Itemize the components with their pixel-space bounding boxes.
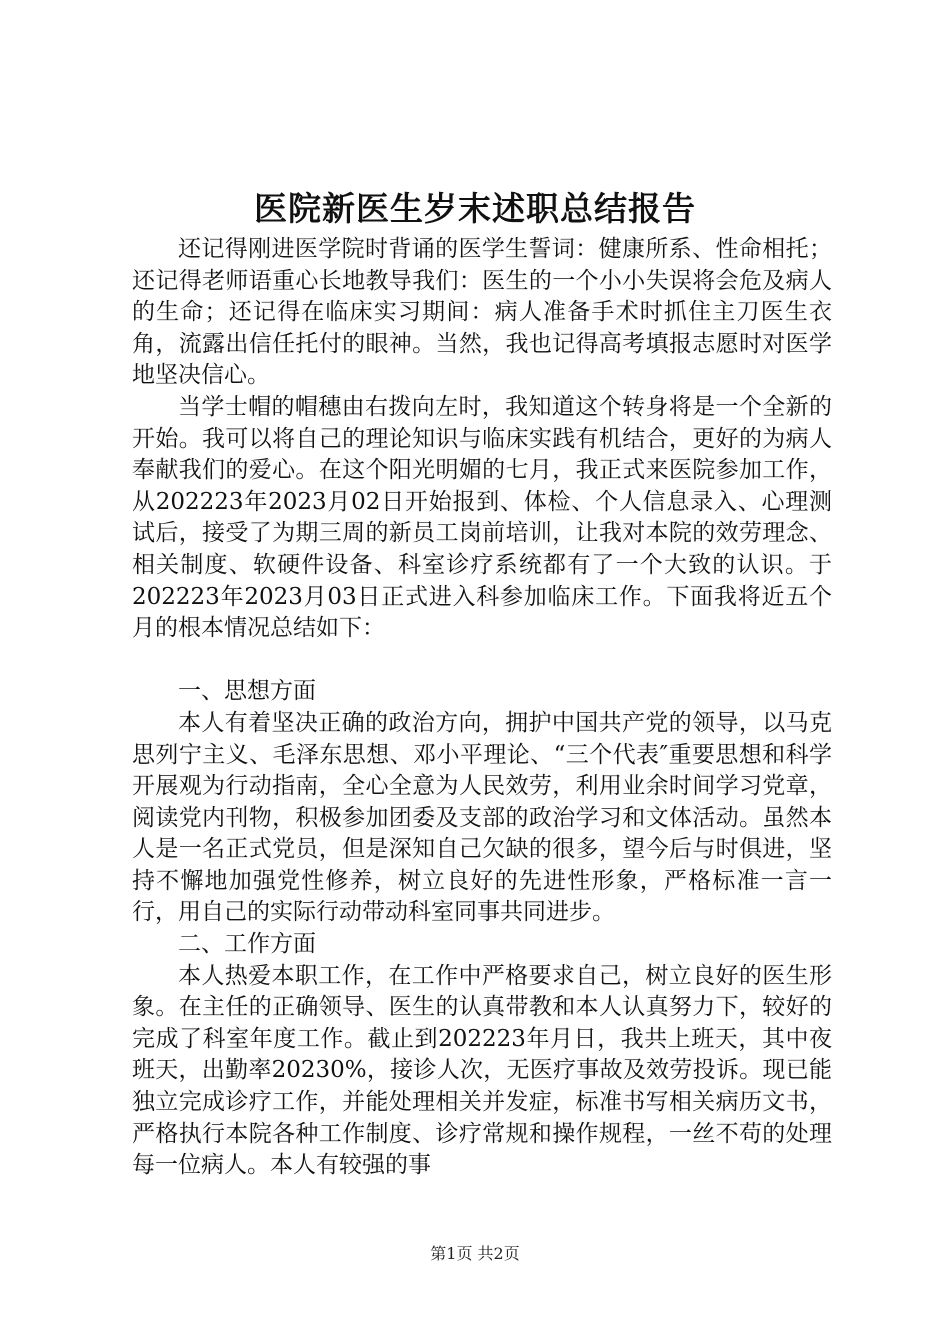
page-number-footer: 第1页 共2页 <box>430 1244 520 1263</box>
section-text-thought: 本人有着坚决正确的政治方向，拥护中国共产党的领导，以马克思列宁主义、毛泽东思想、邓小平理论、“三个代表″重要思想和科学开展观为行动指南，全心全意为人民效劳，利用业余时间学习党章，阅读党内刊物，积极参加团委及支部的政治学习和文体活动。虽然本人是一名正式党员，但是深知自己欠缺的很多，望今后与时俱进，坚持不懈地加强党性修养，树立良好的先进性形象，严格标准一言一行，用自己的实际行动带动科室同事共同进步。 <box>132 709 832 926</box>
section-heading-work: 二、工作方面 <box>178 931 316 958</box>
paragraph-gap <box>132 645 832 677</box>
paragraph-start: 当学士帽的帽穗由右拨向左时，我知道这个转身将是一个全新的开始。我可以将自己的理论知识与临床实践有机结合，更好的为病人奉献我们的爱心。在这个阳光明媚的七月，我正式来医院参加工作，从202223年2023月02日开始报到、体检、个人信息录入、心理测试后，接受了为期三周的新员工岗前培训，让我对本院的效劳理念、相关制度、软硬件设备、科室诊疗系统都有了一个大致的认识。于202223年2023月03日正式进入科参加临床工作。下面我将近五个月的根本情况总结如下： <box>132 393 832 642</box>
section-text-work: 本人热爱本职工作，在工作中严格要求自己，树立良好的医生形象。在主任的正确领导、医生的认真带教和本人认真努力下，较好的完成了科室年度工作。截止到202223年月日，我共上班天，其中夜班天，出勤率20230%，接诊人次，无医疗事故及效劳投诉。现已能独立完成诊疗工作，并能处理相关并发症，标准书写相关病历文书，严格执行本院各种工作制度、诊疗常规和操作规程，一丝不苟的处理每一位病人。本人有较强的事 <box>132 962 832 1179</box>
document-title: 医院新医生岁末述职总结报告 <box>254 189 696 228</box>
paragraph-intro: 还记得刚进医学院时背诵的医学生誓词：健康所系、性命相托；还记得老师语重心长地教导我们：医生的一个小小失误将会危及病人的生命；还记得在临床实习期间：病人准备手术时抓住主刀医生衣角，流露出信任托付的眼神。当然，我也记得高考填报志愿时对医学地坚决信心。 <box>132 236 832 389</box>
section-heading-thought: 一、思想方面 <box>178 678 316 705</box>
document-body <box>132 234 832 1182</box>
